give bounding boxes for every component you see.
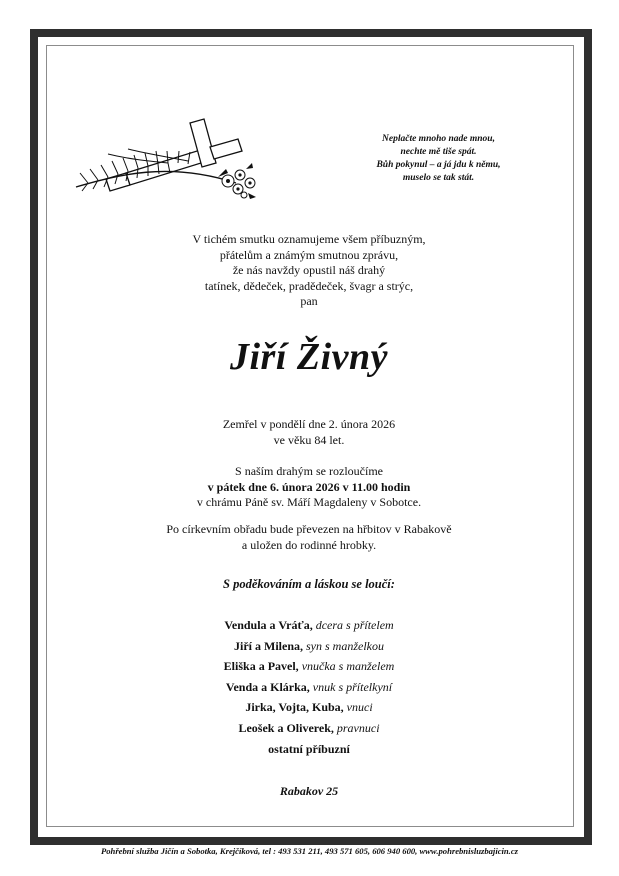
burial-details <box>46 522 572 553</box>
mourner-row <box>46 697 572 718</box>
mourner-name: Vendula a Vráťa, <box>224 618 313 632</box>
mourner-name: Leošek a Oliverek, <box>238 720 334 735</box>
death-line: Zemřel v pondělí dne 2. února 2026 <box>222 417 396 431</box>
burial-line: Po církevním obřadu bude převezen na hřbitov v Rabakově <box>166 522 452 536</box>
mourner-name: Jiří a Milena, <box>234 638 303 653</box>
mourner-relation: vnučka s manželem <box>301 659 395 674</box>
intro-line: V tichém smutku oznamujeme všem příbuzným, <box>192 232 426 246</box>
poem-line: Bůh pokynul – a já jdu k němu, <box>376 160 501 170</box>
obituary-notice <box>46 45 572 825</box>
intro-line: přátelům a známým smutnou zprávu, <box>219 247 399 262</box>
death-details <box>46 417 572 448</box>
mourner-relation: syn s manželkou <box>306 638 384 653</box>
mourner-relation: pravnuci <box>336 720 380 735</box>
funeral-details <box>46 464 572 511</box>
intro-line: pan <box>300 294 318 308</box>
burial-line: a uložen do rodinné hrobky. <box>241 537 377 552</box>
cross-with-palm-branch-icon <box>68 109 258 199</box>
mourner-row <box>46 718 572 739</box>
intro-line: tatínek, dědeček, pradědeček, švagr a strýc, <box>204 278 414 293</box>
mourner-row <box>46 739 572 760</box>
mourner-relation: vnuk s přítelkyní <box>312 679 393 694</box>
mourner-row <box>46 615 572 636</box>
death-line: ve věku 84 let. <box>273 432 345 447</box>
funeral-date-time: v pátek dne 6. února 2026 v 11.00 hodin <box>207 479 411 494</box>
mourners-list <box>46 615 572 759</box>
mourner-name: Venda a Klárka, <box>225 679 310 694</box>
funeral-line: S naším drahým se rozloučíme <box>235 464 383 478</box>
thanks-heading: S poděkováním a láskou se loučí: <box>223 577 395 591</box>
announcement-intro <box>46 232 572 310</box>
mourner-row <box>46 656 572 677</box>
mourner-name: Eliška a Pavel, <box>223 659 299 674</box>
mourner-name: ostatní příbuzní <box>268 741 350 756</box>
deceased-name: Jiří Živný <box>229 336 389 378</box>
mourner-relation: vnuci <box>346 700 373 715</box>
intro-line: že nás navždy opustil náš drahý <box>232 263 386 277</box>
mourner-row <box>46 636 572 657</box>
funeral-service-footer: Pohřební služba Jičín a Sobotka, Krejčíková, tel : 493 531 211, 493 571 605, 606 940 600, www.pohrebnisluzbajicin.cz <box>101 846 518 856</box>
address: Rabakov 25 <box>279 784 339 798</box>
poem-line: muselo se tak stát. <box>402 173 475 183</box>
poem-verse <box>346 133 531 185</box>
mourner-name: Jirka, Vojta, Kuba, <box>245 700 344 715</box>
funeral-location: v chrámu Páně sv. Máří Magdaleny v Sobotce. <box>196 495 422 509</box>
mourner-relation: dcera s přítelem <box>315 618 394 632</box>
poem-line: Neplačte mnoho nade mnou, <box>382 134 495 144</box>
poem-line: nechte mě tiše spát. <box>400 147 477 157</box>
mourner-row <box>46 677 572 698</box>
